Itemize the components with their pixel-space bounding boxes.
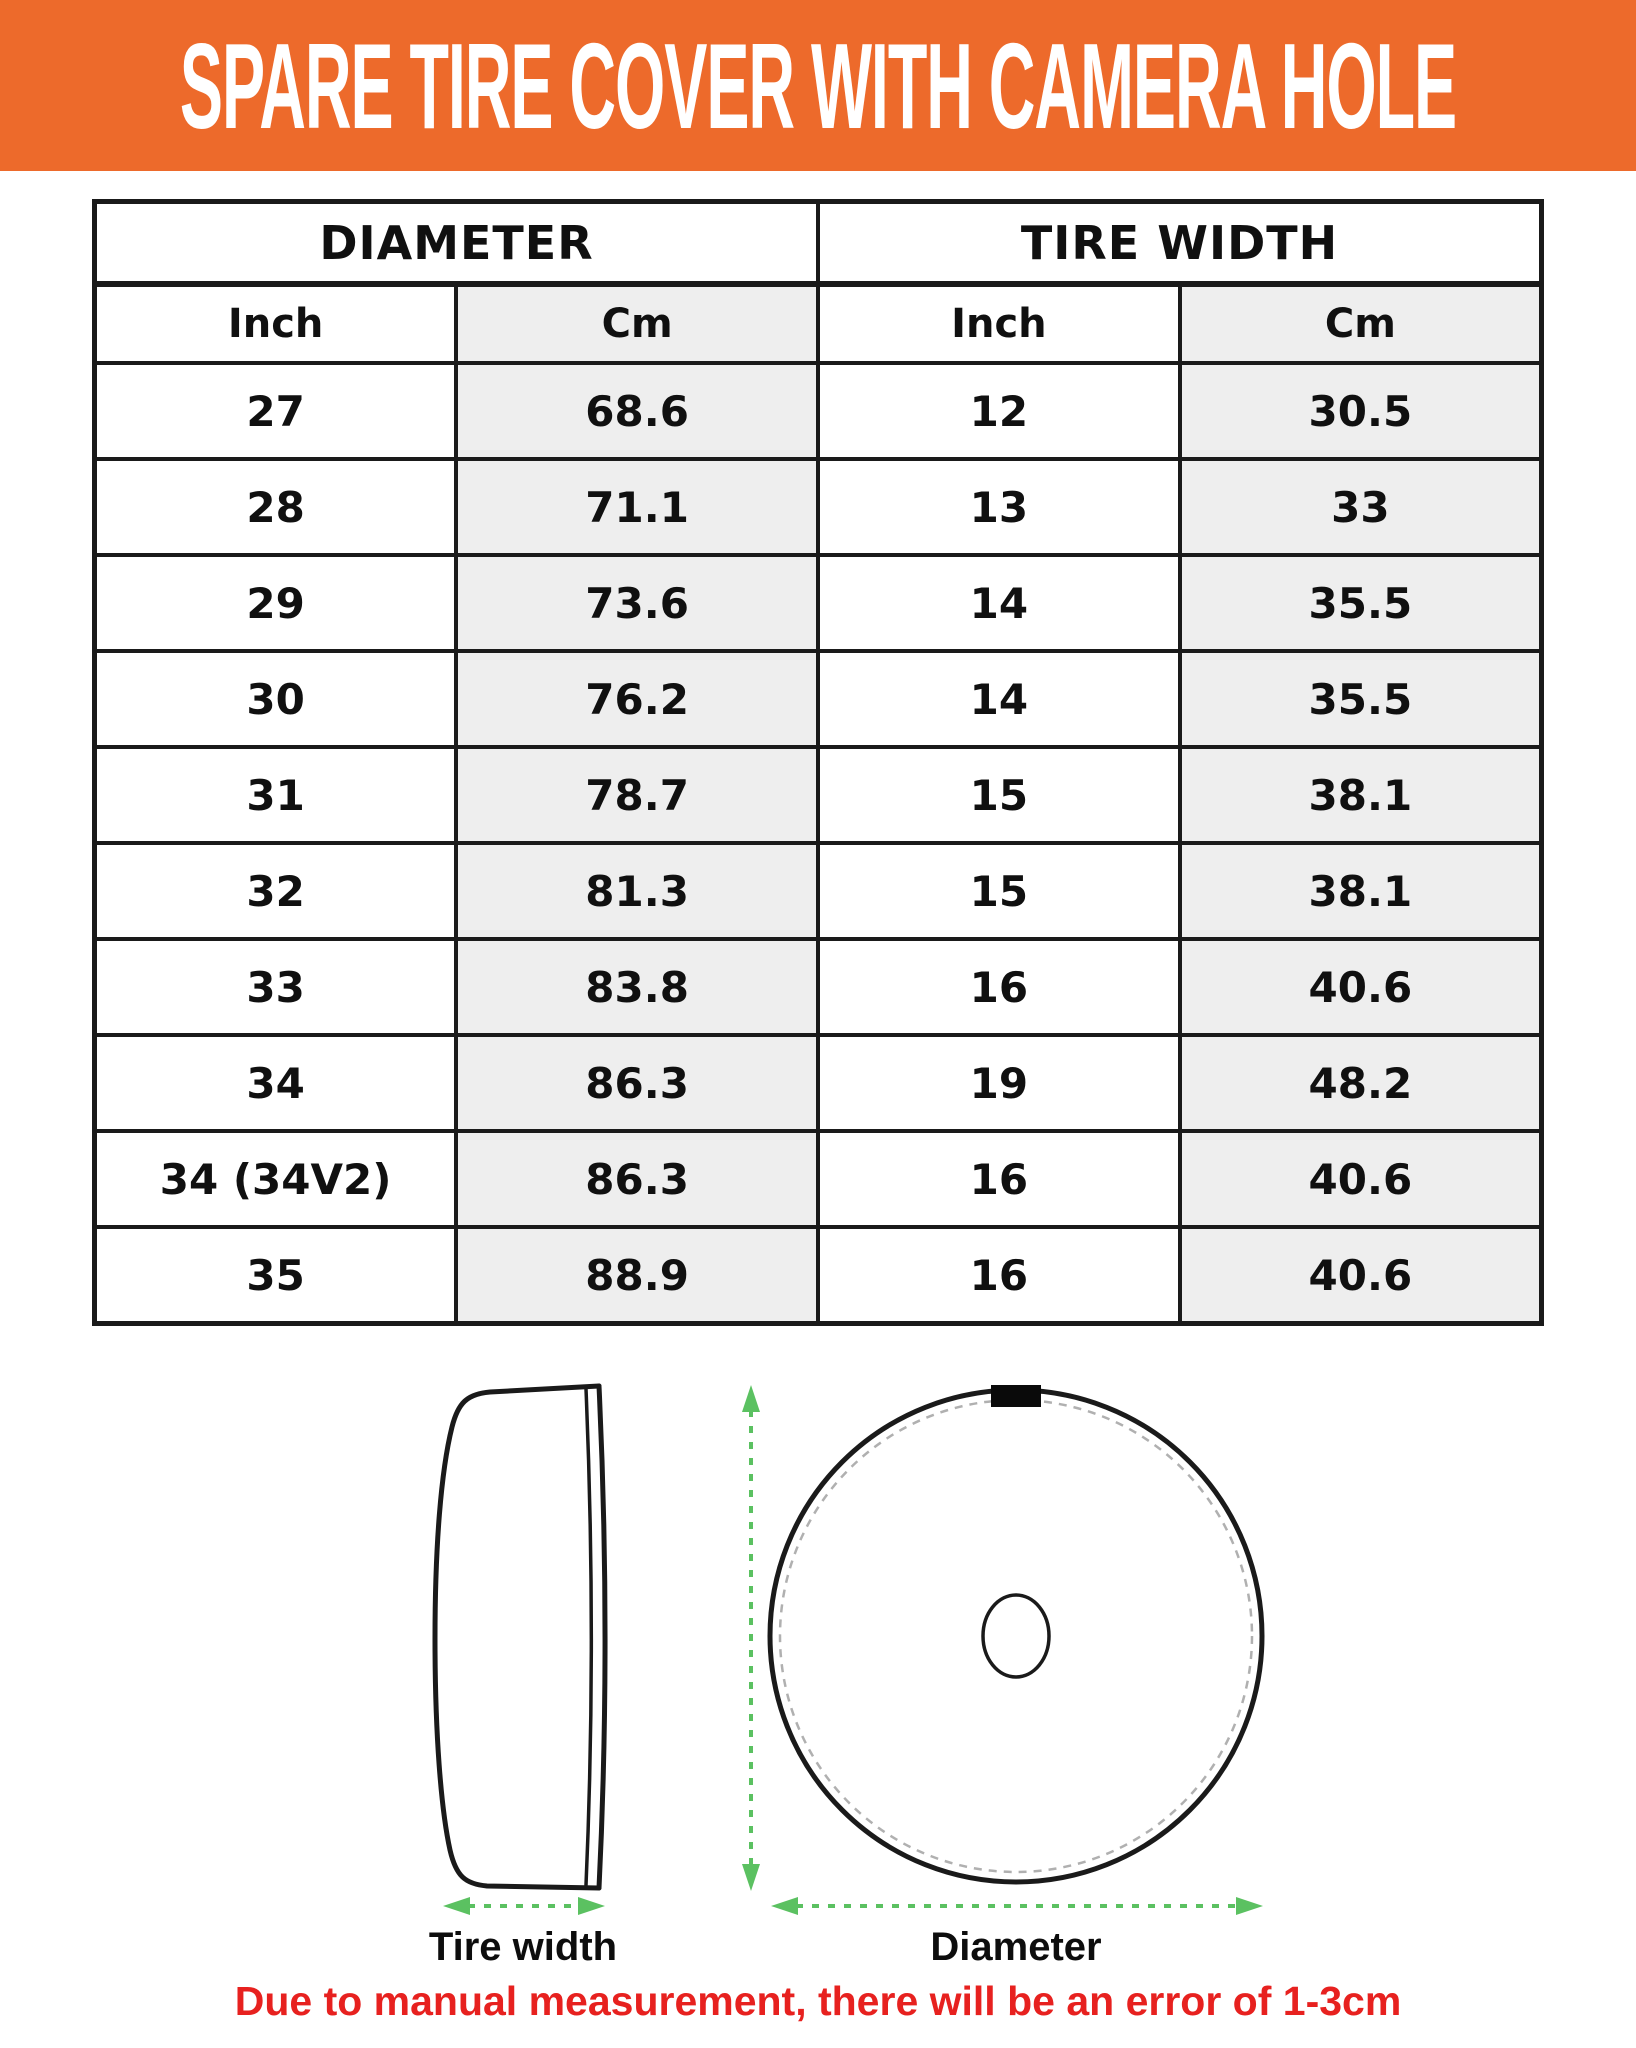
tire-width-arrow: [443, 1897, 605, 1915]
cm-cell: 76.2: [456, 651, 818, 747]
column-group-tire-width: TIRE WIDTH: [818, 202, 1542, 285]
col-header-diameter-cm: Cm: [456, 284, 818, 363]
cm-cell: 35.5: [1180, 651, 1542, 747]
diameter-vertical-arrow: [742, 1385, 760, 1891]
inch-cell: 30: [95, 651, 457, 747]
cm-cell: 88.9: [456, 1227, 818, 1324]
title-banner: [0, 0, 1636, 171]
table-row: [95, 363, 1542, 459]
measurement-diagram: [0, 1340, 1636, 2048]
col-header-diameter-inch: Inch: [95, 284, 457, 363]
cm-cell: 73.6: [456, 555, 818, 651]
inch-cell: 15: [818, 843, 1180, 939]
size-table-head: [95, 202, 1542, 364]
size-chart-table: [92, 199, 1544, 1326]
cm-cell: 38.1: [1180, 843, 1542, 939]
inch-cell: 33: [95, 939, 457, 1035]
size-table-body: [95, 363, 1542, 1324]
inch-cell: 14: [818, 555, 1180, 651]
inch-cell: 16: [818, 1227, 1180, 1324]
cm-cell: 83.8: [456, 939, 818, 1035]
inch-cell: 31: [95, 747, 457, 843]
cm-cell: 68.6: [456, 363, 818, 459]
cm-cell: 40.6: [1180, 1131, 1542, 1227]
col-header-tirewidth-cm: Cm: [1180, 284, 1542, 363]
diagram-canvas: [0, 1340, 1636, 1930]
cm-cell: 81.3: [456, 843, 818, 939]
inch-cell: 16: [818, 939, 1180, 1035]
inch-cell: 29: [95, 555, 457, 651]
cm-cell: 30.5: [1180, 363, 1542, 459]
cm-cell: 40.6: [1180, 939, 1542, 1035]
tire-front-view-icon: [770, 1385, 1262, 1882]
subheader-row: [95, 284, 1542, 363]
table-row: [95, 1227, 1542, 1324]
inch-cell: 12: [818, 363, 1180, 459]
inch-cell: 14: [818, 651, 1180, 747]
table-row: [95, 651, 1542, 747]
table-row: [95, 555, 1542, 651]
measurement-note: Due to manual measurement, there will be an error of 1-3cm: [234, 1978, 1402, 2024]
table-row: [95, 459, 1542, 555]
inch-cell: 35: [95, 1227, 457, 1324]
diameter-label: Diameter: [930, 1925, 1102, 1969]
cm-cell: 78.7: [456, 747, 818, 843]
tire-width-label: Tire width: [428, 1925, 618, 1969]
cm-cell: 35.5: [1180, 555, 1542, 651]
cm-cell: 86.3: [456, 1131, 818, 1227]
inch-cell: 13: [818, 459, 1180, 555]
col-header-tirewidth-inch: Inch: [818, 284, 1180, 363]
cm-cell: 86.3: [456, 1035, 818, 1131]
inch-cell: 16: [818, 1131, 1180, 1227]
page-title: SPARE TIRE COVER WITH CAMERA HOLE: [179, 17, 1457, 154]
table-row: [95, 1131, 1542, 1227]
table-row: [95, 1035, 1542, 1131]
table-row: [95, 843, 1542, 939]
column-group-diameter: DIAMETER: [95, 202, 819, 285]
table-row: [95, 747, 1542, 843]
inch-cell: 27: [95, 363, 457, 459]
inch-cell: 19: [818, 1035, 1180, 1131]
camera-hole-marker: [991, 1385, 1041, 1407]
inch-cell: 34: [95, 1035, 457, 1131]
group-header-row: [95, 202, 1542, 285]
cm-cell: 40.6: [1180, 1227, 1542, 1324]
tire-side-view-icon: [435, 1386, 605, 1888]
inch-cell: 28: [95, 459, 457, 555]
inch-cell: 32: [95, 843, 457, 939]
cm-cell: 48.2: [1180, 1035, 1542, 1131]
cm-cell: 38.1: [1180, 747, 1542, 843]
inch-cell: 34 (34V2): [95, 1131, 457, 1227]
cm-cell: 33: [1180, 459, 1542, 555]
center-hole-icon: [983, 1595, 1049, 1677]
table-row: [95, 939, 1542, 1035]
cm-cell: 71.1: [456, 459, 818, 555]
inch-cell: 15: [818, 747, 1180, 843]
diameter-horizontal-arrow: [771, 1897, 1263, 1915]
